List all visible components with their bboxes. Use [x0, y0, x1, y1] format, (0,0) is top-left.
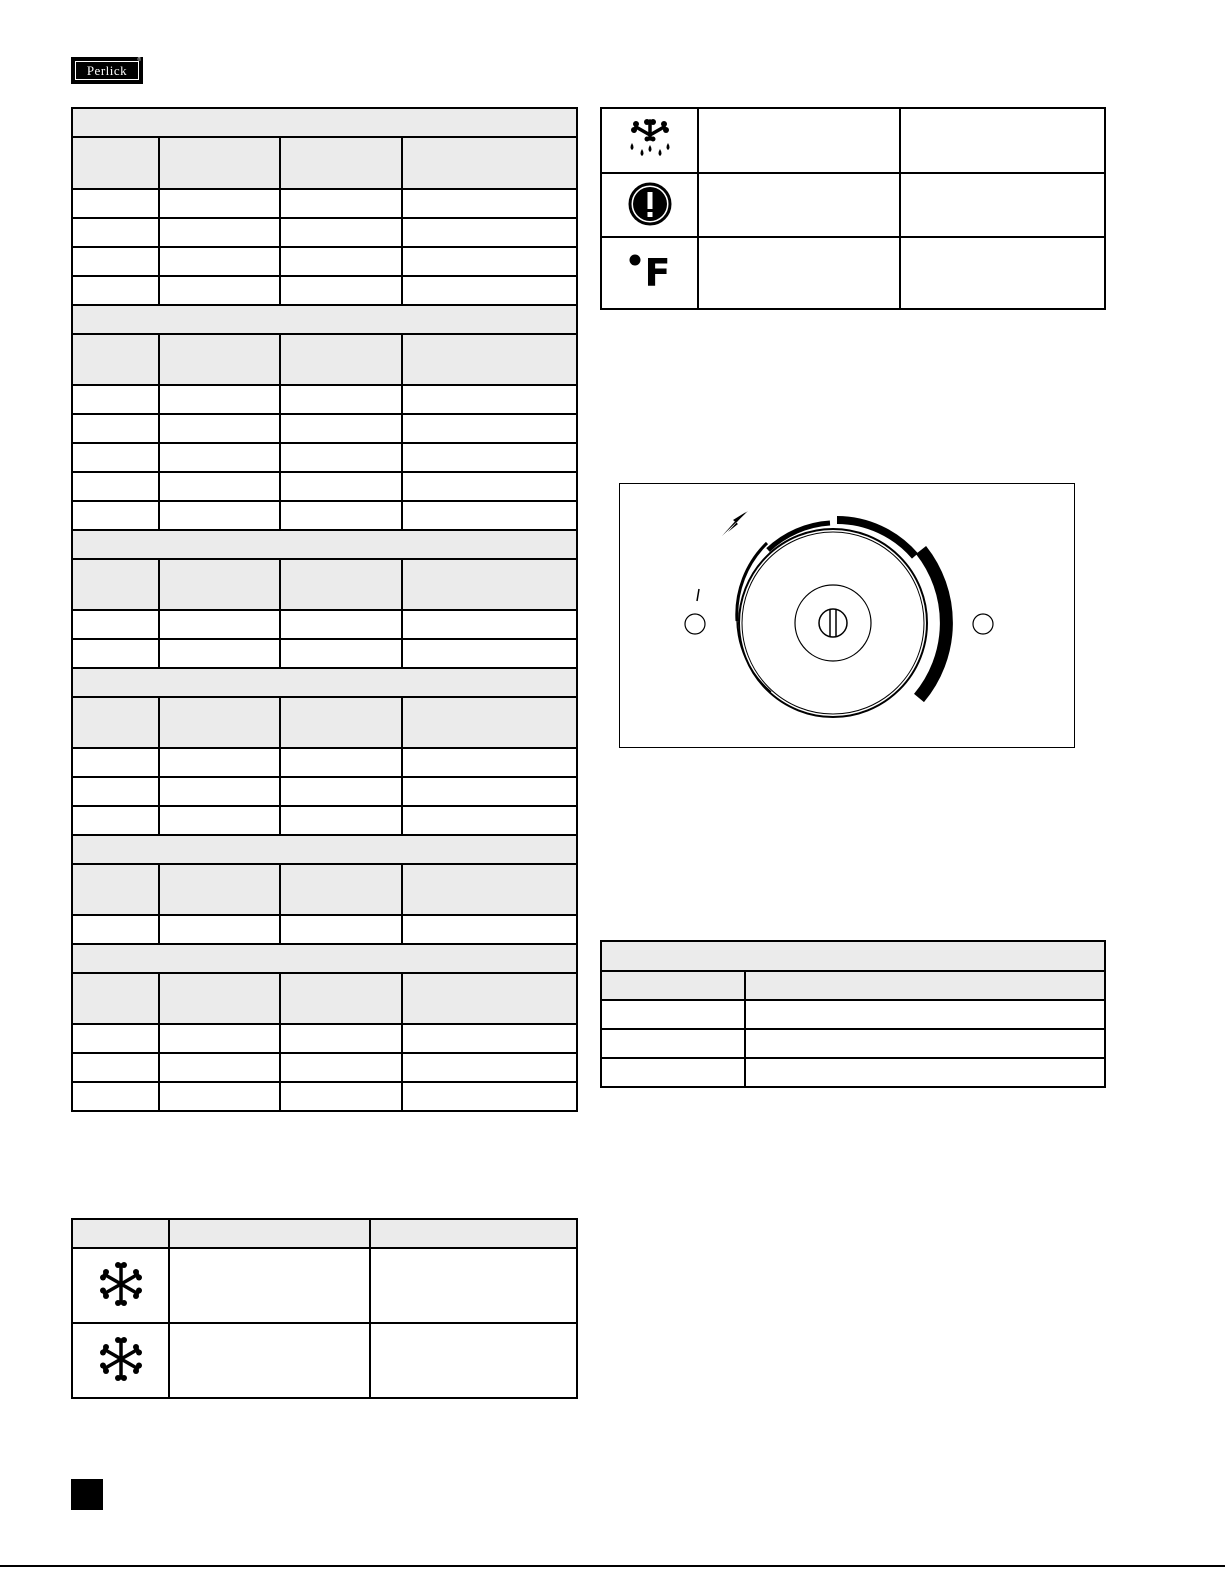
indicator-light-icon: [973, 614, 993, 634]
logo-text: Perlick: [75, 61, 139, 80]
table-row: [72, 915, 577, 944]
page-number-box: [71, 1479, 103, 1510]
bottom-rule: [0, 1565, 1225, 1567]
indicator-light-icon: [685, 614, 705, 634]
section-header: [72, 305, 577, 334]
table-row: [72, 748, 577, 777]
table-row: [72, 472, 577, 501]
table-row: [72, 443, 577, 472]
arrow-icon: [722, 511, 748, 536]
thermostat-dial-diagram: [619, 483, 1075, 748]
table-row: [72, 806, 577, 835]
dial-illustration: [620, 484, 1076, 749]
specification-table: [71, 107, 578, 1112]
snowflake-icon: [97, 1335, 145, 1383]
thermostat-knob-icon: [795, 585, 871, 661]
table-row: [72, 189, 577, 218]
table-row: [72, 1053, 577, 1082]
status-icon-table: [600, 107, 1106, 310]
table-row: [72, 1248, 577, 1323]
table-row: [72, 414, 577, 443]
table-row: [601, 237, 1105, 309]
symbol-table: [71, 1218, 578, 1399]
table-row: [72, 639, 577, 668]
fahrenheit-label: F: [644, 251, 671, 295]
table-row: [72, 610, 577, 639]
table-row: [72, 276, 577, 305]
table-row: [72, 218, 577, 247]
section-header: [72, 668, 577, 697]
fahrenheit-icon: [629, 251, 671, 295]
section-header: [601, 941, 1105, 971]
table-row: [601, 1058, 1105, 1087]
table-row: [72, 1024, 577, 1053]
section-header: [72, 944, 577, 973]
table-row: [601, 108, 1105, 173]
table-row: [601, 173, 1105, 237]
table-row: [72, 385, 577, 414]
defrost-icon: [624, 117, 676, 161]
table-row: [601, 1000, 1105, 1029]
snowflake-icon: [97, 1260, 145, 1308]
section-header: [72, 108, 577, 137]
table-row: [72, 777, 577, 806]
alarm-exclamation-icon: [627, 181, 673, 227]
table-row: [72, 1082, 577, 1111]
table-row: [72, 1323, 577, 1398]
table-row: [72, 501, 577, 530]
section-header: [72, 530, 577, 559]
section-header: [72, 835, 577, 864]
registered-mark: ®: [137, 57, 141, 63]
perlick-logo: [71, 57, 143, 84]
table-row: [601, 1029, 1105, 1058]
settings-table: [600, 940, 1106, 1088]
table-row: [72, 247, 577, 276]
